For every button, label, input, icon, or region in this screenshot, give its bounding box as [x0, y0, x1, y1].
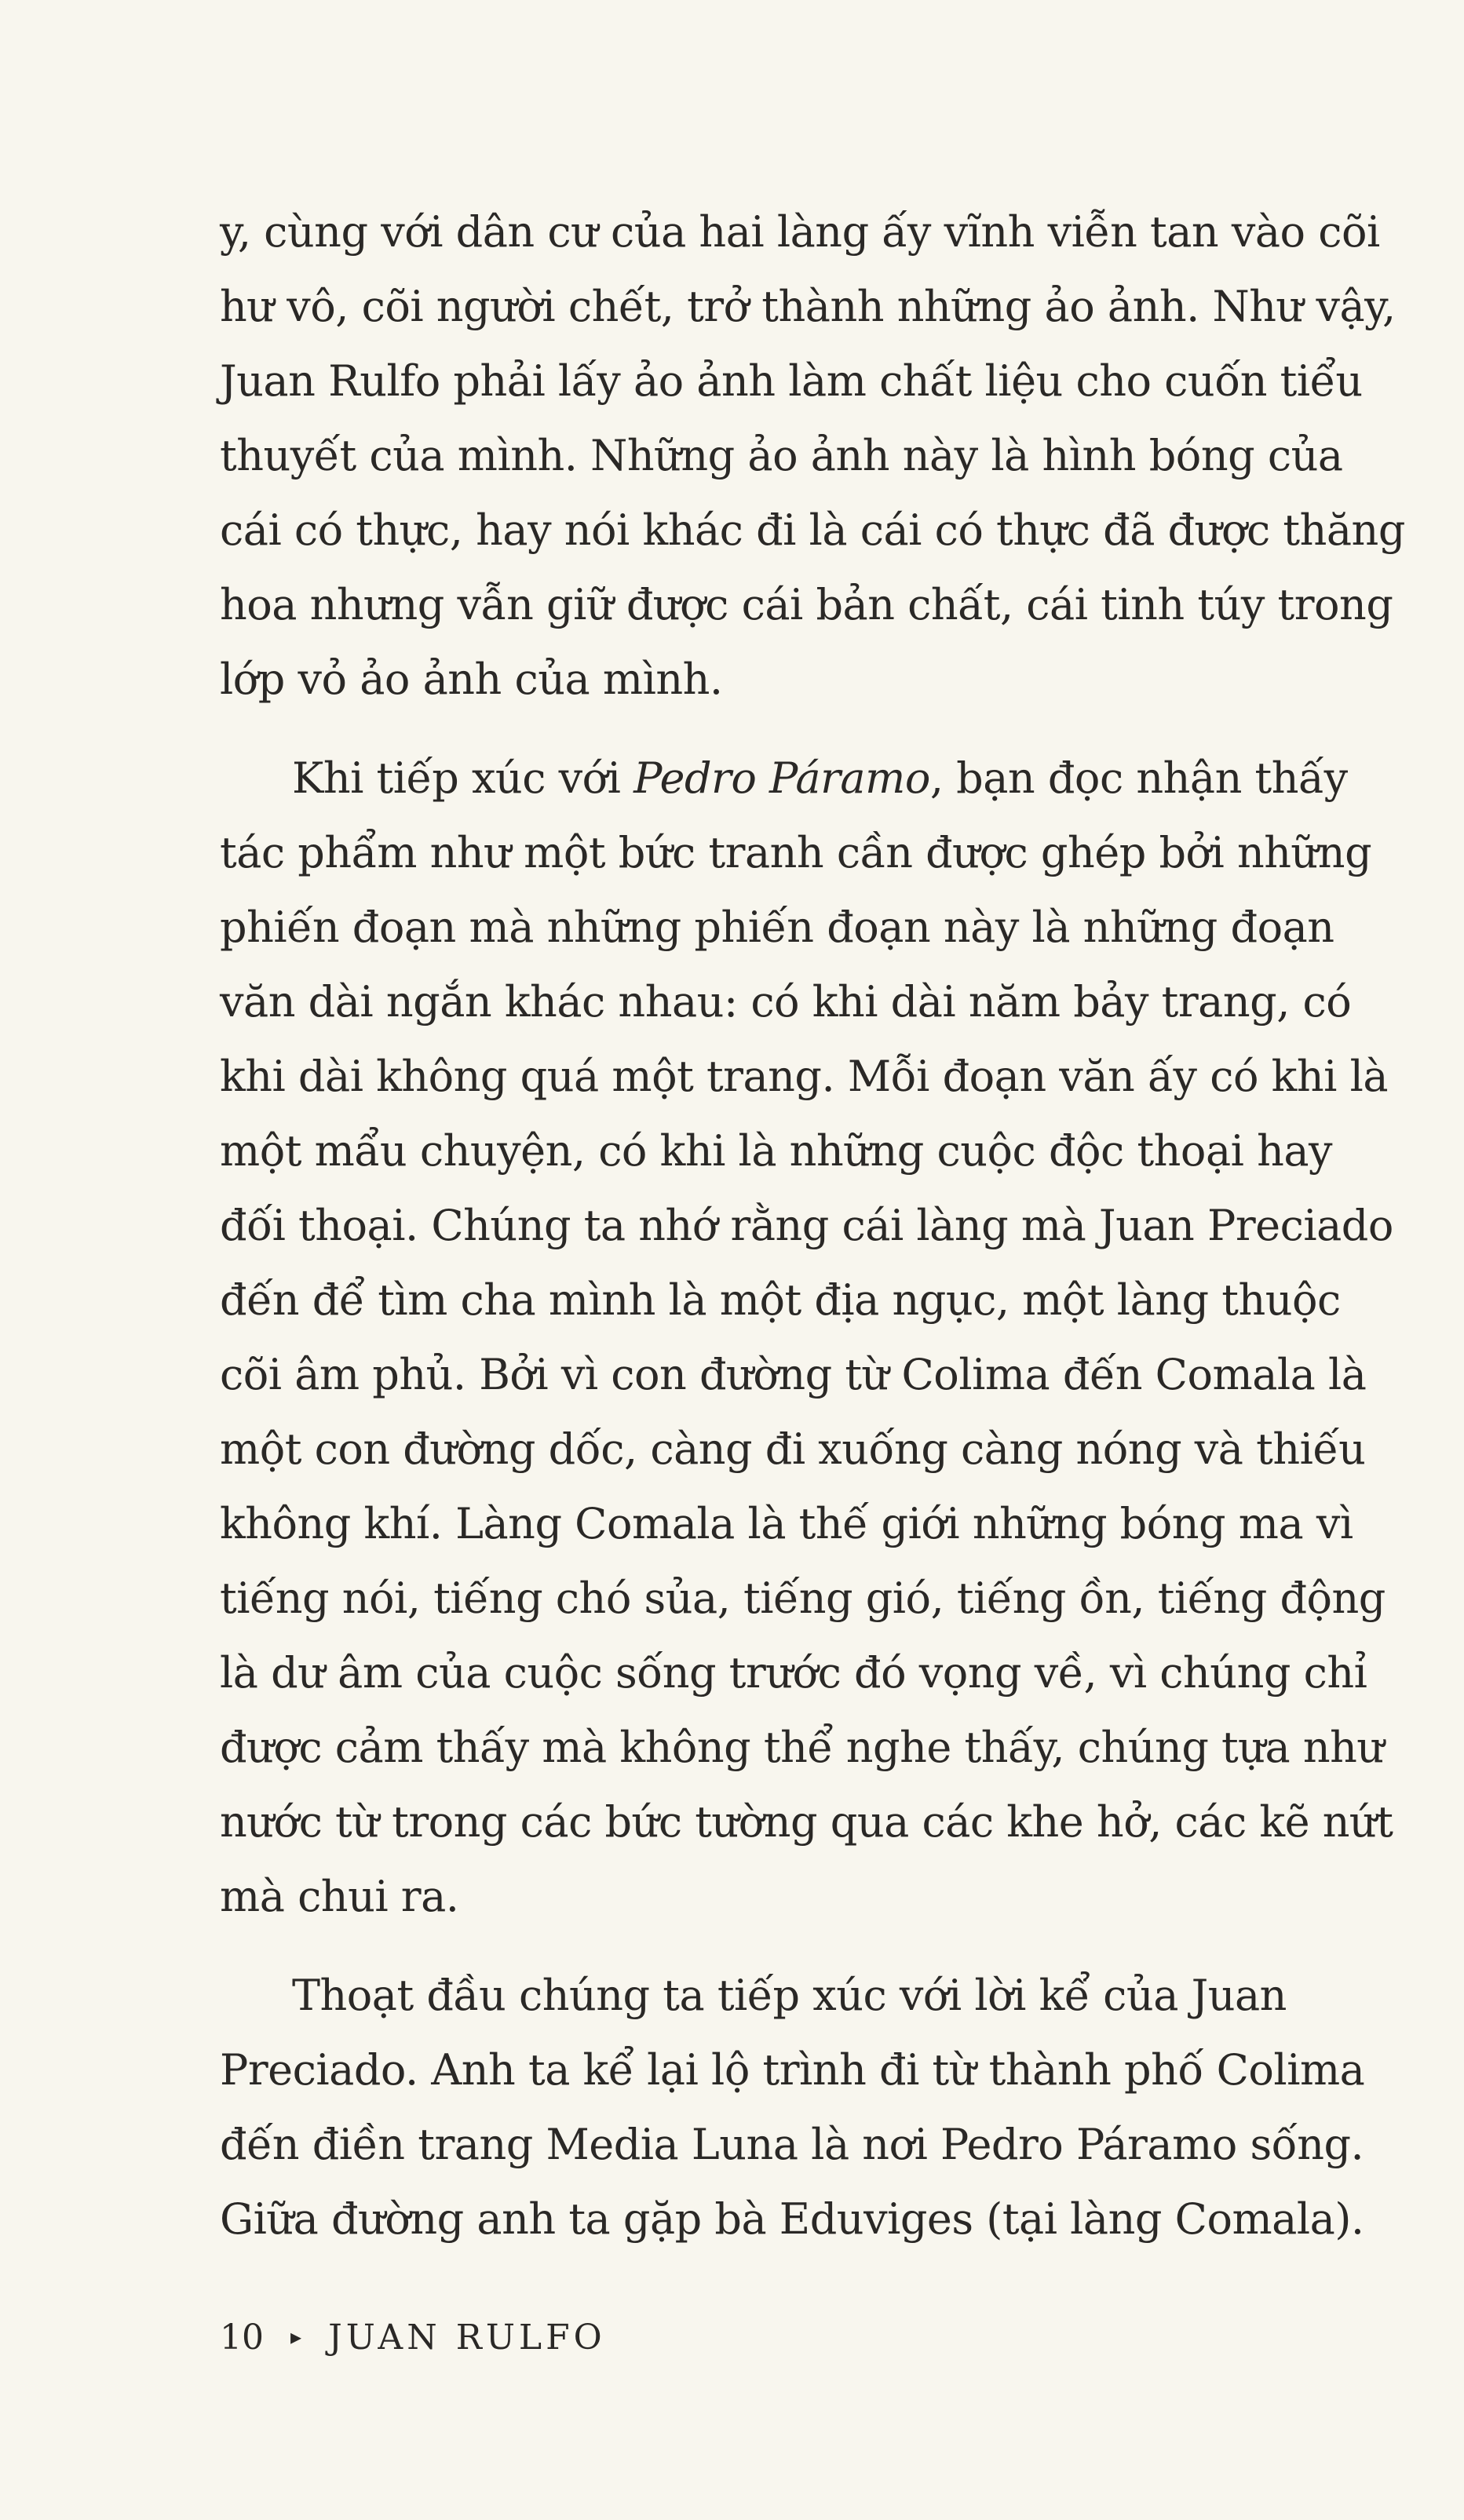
text-line: [220, 642, 1366, 717]
text-run: mà chui ra.: [220, 1872, 459, 1921]
paragraph: [220, 741, 1393, 1934]
text-line: [220, 2182, 1366, 2256]
text-run: Thoạt đầu chúng ta tiếp xúc với lời kể của Juan: [292, 1971, 1287, 2020]
text-line: [220, 1486, 1366, 1561]
text-run: y, cùng với dân cư của hai làng ấy vĩnh viễn tan vào cõi: [220, 207, 1380, 257]
text-run: phiến đoạn mà những phiến đoạn này là những đoạn: [220, 903, 1334, 952]
text-run: tác phẩm như một bức tranh cần được ghép bởi những: [220, 828, 1372, 877]
text-line: [220, 1114, 1366, 1188]
text-run: hư vô, cõi người chết, trở thành những ảo ảnh. Như vậy,: [220, 282, 1396, 331]
text-line: [220, 344, 1366, 418]
text-line: [220, 418, 1366, 493]
text-line: [220, 1188, 1393, 1263]
text-line: [220, 890, 1366, 965]
page-footer: [220, 2314, 606, 2361]
paragraph: [220, 1958, 1366, 2256]
text-line: [220, 965, 1366, 1039]
text-run: Khi tiếp xúc với: [292, 753, 634, 803]
text-run: Juan Rulfo phải lấy ảo ảnh làm chất liệu cho cuốn tiểu: [220, 356, 1363, 406]
text-run: Giữa đường anh ta gặp bà Eduviges (tại làng Comala).: [220, 2194, 1364, 2244]
text-line: [220, 493, 1405, 567]
text-run: một con đường dốc, càng đi xuống càng nóng và thiếu: [220, 1424, 1366, 1474]
text-run: , bạn đọc nhận thấy: [929, 753, 1348, 803]
text-line: [220, 2107, 1366, 2182]
footer-separator-icon: ▸: [290, 2324, 302, 2350]
text-line: [220, 269, 1396, 344]
text-run: không khí. Làng Comala là thế giới những bóng ma vì: [220, 1499, 1353, 1548]
body-text: [220, 195, 1405, 2256]
text-run: lớp vỏ ảo ảnh của mình.: [220, 655, 723, 704]
text-line: [220, 567, 1393, 642]
text-line: [220, 1561, 1386, 1636]
text-line: [220, 1859, 1366, 1934]
paragraph-gap: [220, 1934, 1366, 1958]
text-run: tiếng nói, tiếng chó sủa, tiếng gió, tiếng ồn, tiếng động: [220, 1574, 1386, 1623]
text-line: [220, 1337, 1366, 1412]
italic-title: Pedro Páramo: [633, 753, 930, 803]
text-line: [220, 1636, 1366, 1710]
text-run: một mẩu chuyện, có khi là những cuộc độc thoại hay: [220, 1126, 1333, 1176]
text-run: là dư âm của cuộc sống trước đó vọng về, vì chúng chỉ: [220, 1648, 1367, 1698]
text-line: [220, 815, 1372, 890]
text-run: hoa nhưng vẫn giữ được cái bản chất, cái tinh túy trong: [220, 580, 1393, 629]
text-line: [220, 195, 1380, 269]
text-run: đối thoại. Chúng ta nhớ rằng cái làng mà Juan Preciado: [220, 1201, 1393, 1250]
text-run: đến điền trang Media Luna là nơi Pedro Páramo sống.: [220, 2120, 1364, 2169]
text-line: [220, 741, 1366, 815]
running-head-author: JUAN RULFO: [328, 2318, 606, 2358]
text-run: được cảm thấy mà không thể nghe thấy, chúng tựa như: [220, 1723, 1384, 1772]
text-run: đến để tìm cha mình là một địa ngục, một làng thuộc: [220, 1275, 1341, 1325]
text-run: nước từ trong các bức tường qua các khe hở, các kẽ nứt: [220, 1797, 1393, 1847]
text-run: cõi âm phủ. Bởi vì con đường từ Colima đến Comala là: [220, 1350, 1367, 1399]
text-run: Preciado. Anh ta kể lại lộ trình đi từ thành phố Colima: [220, 2045, 1365, 2095]
text-line: [220, 1263, 1366, 1337]
text-run: khi dài không quá một trang. Mỗi đoạn văn ấy có khi là: [220, 1052, 1389, 1101]
page-number: 10: [220, 2318, 264, 2358]
paragraph: [220, 195, 1405, 717]
text-run: cái có thực, hay nói khác đi là cái có thực đã được thăng: [220, 505, 1405, 555]
text-line: [220, 1958, 1366, 2033]
text-run: thuyết của mình. Những ảo ảnh này là hình bóng của: [220, 431, 1343, 480]
text-line: [220, 1412, 1366, 1486]
text-line: [220, 1710, 1384, 1785]
text-line: [220, 1039, 1389, 1114]
text-line: [220, 1785, 1393, 1859]
text-run: văn dài ngắn khác nhau: có khi dài năm bảy trang, có: [220, 977, 1352, 1027]
text-line: [220, 2033, 1366, 2107]
paragraph-gap: [220, 717, 1366, 741]
